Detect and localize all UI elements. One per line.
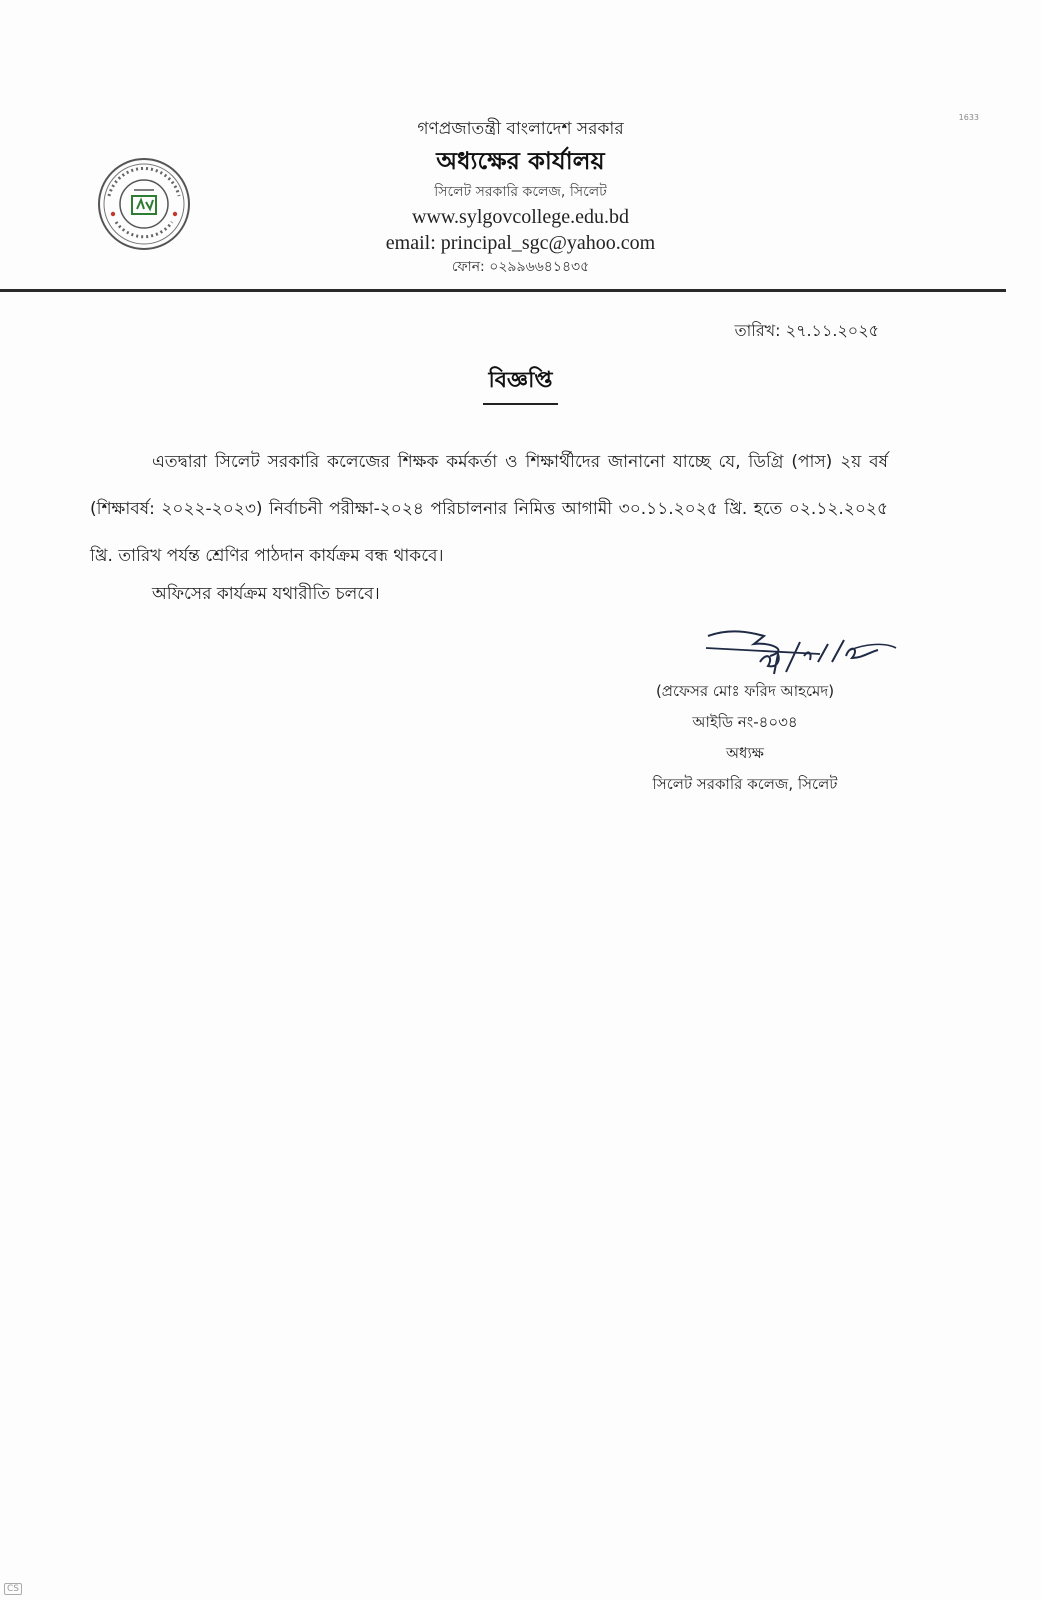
notice-paragraph-1: এতদ্বারা সিলেট সরকারি কলেজের শিক্ষক কর্মকর্তা ও শিক্ষার্থীদের জানানো যাচ্ছে যে, ডিগ্রি (পাস) ২য় বর্ষ (শিক্ষাবর্ষ: ২০২২-২০২৩) নির্বাচনী পরীক্ষা-২০২৪ পরিচালনার নিমিত্ত আগামী ৩০.১১.২০২৫ খ্রি. হতে ০২.১২.২০২৫ খ্রি. তারিখ পর্যন্ত শ্রেণির পাঠদান কার্যক্রম বন্ধ থাকবে। — [90, 452, 888, 566]
email-text: email: principal_sgc@yahoo.com — [385, 232, 656, 254]
notice-date: তারিখ: ২৭.১১.২০২৫ — [734, 321, 879, 340]
scanner-watermark — [4, 1583, 26, 1595]
signatory-designation: অধ্যক্ষ — [726, 744, 764, 762]
phone-text: ফোন: ০২৯৯৬৬৪১৪৩৫ — [451, 259, 590, 275]
signatory-id: আইডি নং-৪০৩৪ — [692, 713, 798, 731]
government-name: গণপ্রজাতন্ত্রী বাংলাদেশ সরকার — [417, 119, 624, 139]
header-divider — [0, 289, 1006, 292]
office-name: অধ্যক্ষের কার্যালয় — [436, 147, 605, 175]
notice-title-wrap — [0, 363, 1041, 405]
page-number: 1633 — [958, 113, 979, 122]
letterhead — [0, 116, 1041, 278]
scanner-logo: CS — [4, 1583, 22, 1595]
signatory-block — [615, 676, 875, 800]
notice-title: বিজ্ঞপ্তি — [483, 363, 559, 405]
notice-paragraph-2: অফিসের কার্যক্রম যথারীতি চলবে। — [152, 584, 380, 604]
website-text: www.sylgovcollege.edu.bd — [412, 206, 629, 228]
signatory-institution: সিলেট সরকারি কলেজ, সিলেট — [652, 775, 838, 793]
signatory-name: (প্রফেসর মোঃ ফরিদ আহমেদ) — [655, 682, 835, 700]
college-name: সিলেট সরকারি কলেজ, সিলেট — [434, 184, 607, 200]
